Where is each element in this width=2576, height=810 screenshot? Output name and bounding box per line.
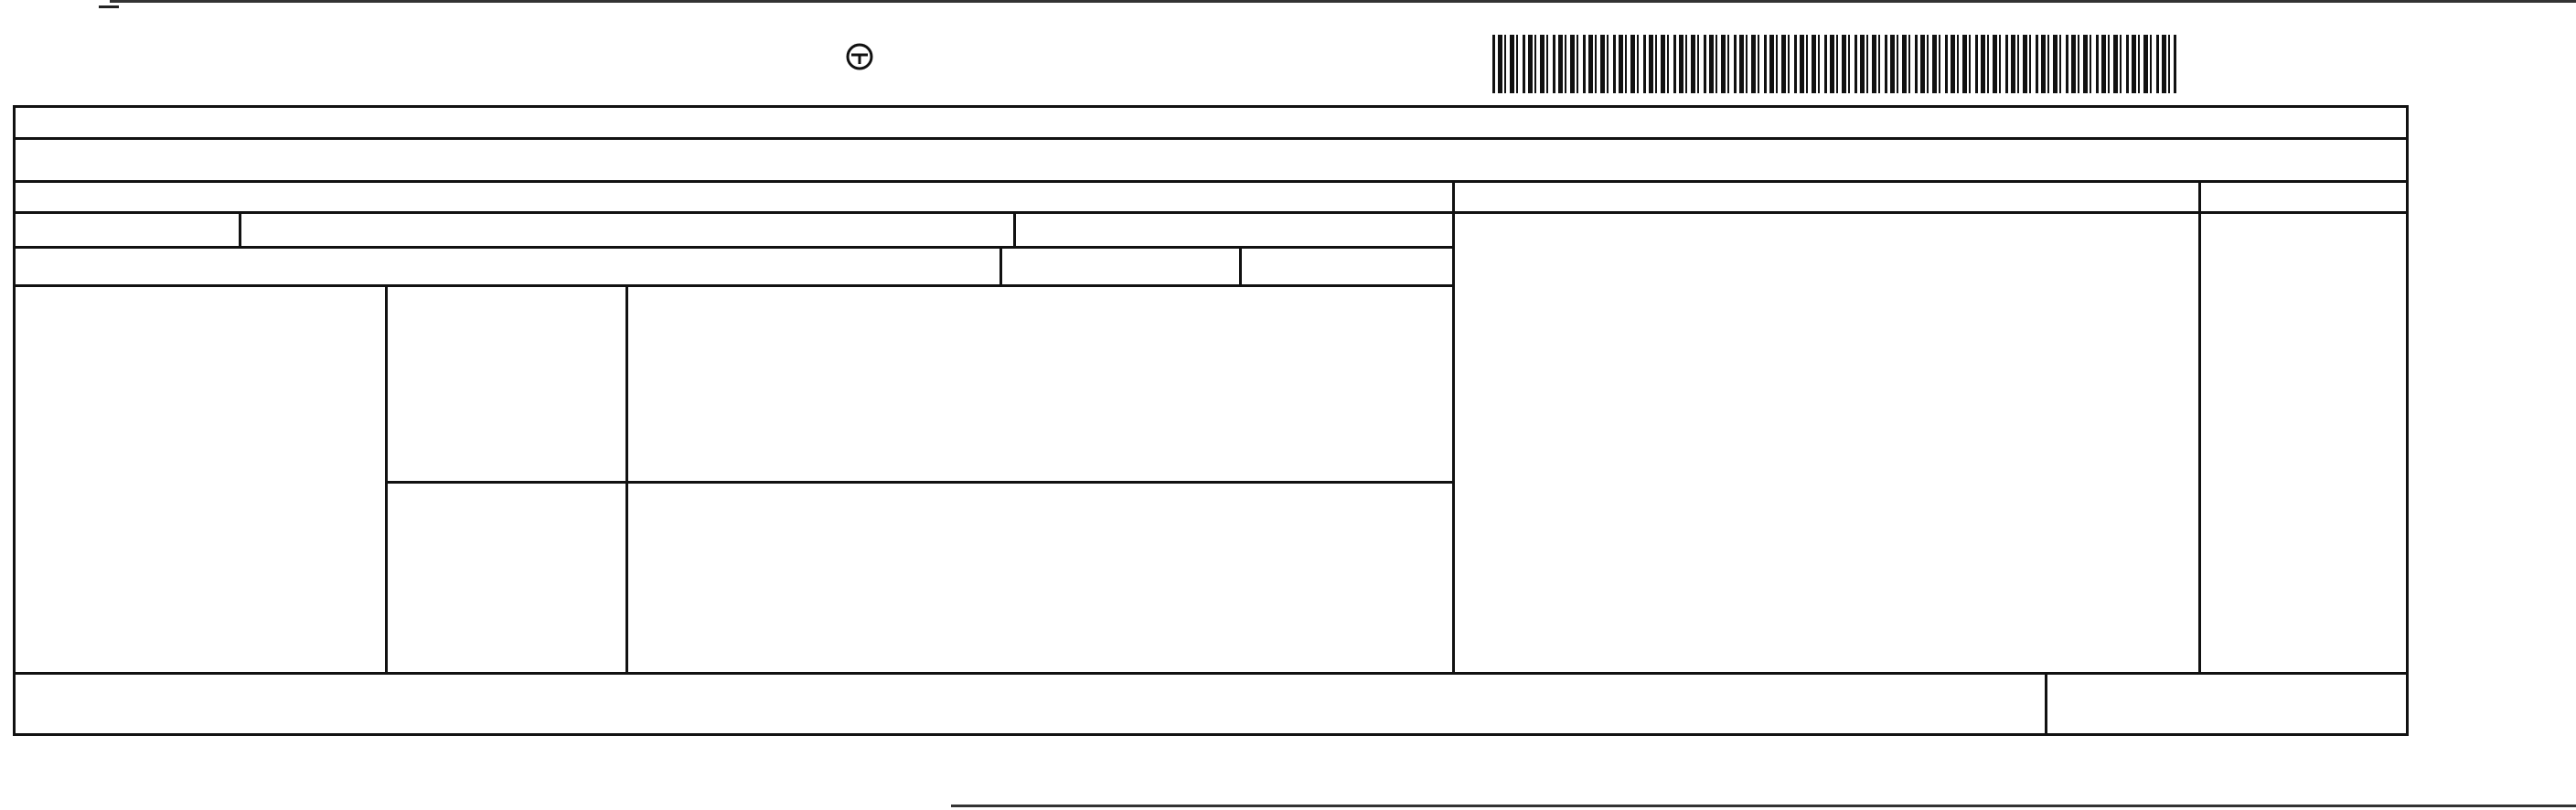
certipostal-logo: [821, 42, 898, 91]
rule-v-tel: [1239, 246, 1242, 284]
rule-v-plate: [239, 211, 241, 246]
rule-6: [385, 481, 1452, 484]
rule-v-observations: [2198, 180, 2201, 672]
rule-v-signature: [1452, 180, 1455, 672]
certipostal-logo-icon: [821, 42, 898, 91]
rule-5: [13, 284, 1452, 287]
scan-line-bottom: [951, 805, 2576, 807]
rule-1: [13, 137, 2409, 140]
scan-mark-top: [99, 5, 119, 8]
rule-v-admission: [1013, 211, 1016, 246]
rule-4: [13, 246, 1452, 249]
rule-v-visit: [625, 284, 628, 672]
rule-v-guia: [2045, 672, 2047, 736]
barcode: [1492, 35, 2176, 93]
rule-v-id: [999, 246, 1002, 284]
rule-footer: [13, 672, 2409, 675]
observations-area[interactable]: [2202, 215, 2405, 668]
admission-row: [1021, 218, 1031, 245]
rule-v-status: [385, 284, 388, 672]
rule-2: [13, 180, 2409, 183]
scan-line-top: [110, 0, 2576, 3]
rule-3: [13, 211, 2409, 214]
signature-area[interactable]: [1456, 215, 2195, 668]
document-row: [245, 216, 256, 243]
